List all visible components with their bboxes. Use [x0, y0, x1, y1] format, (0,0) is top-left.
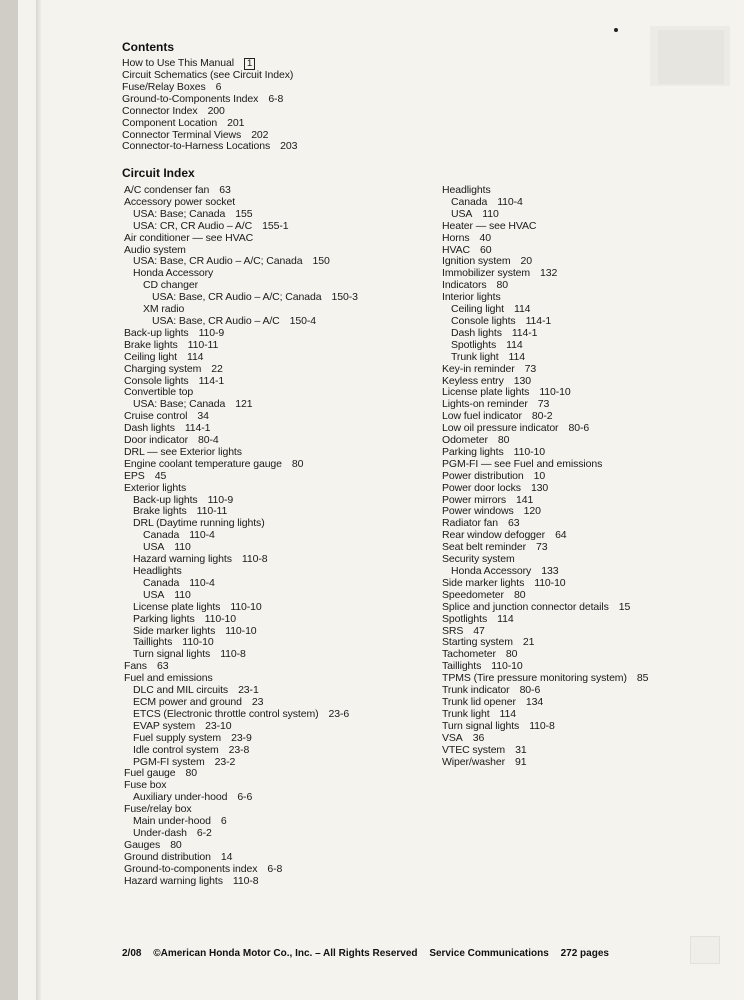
footer-page-count: 272 pages	[560, 948, 609, 959]
entry-label: Door indicator	[124, 434, 188, 447]
entry-label: PGM-FI — see Fuel and emissions	[442, 457, 603, 470]
entry-page-number: 80	[496, 279, 509, 292]
footer-date: 2/08	[122, 948, 142, 959]
entry-label: Fuse box	[124, 779, 167, 792]
entry-label: Fans	[124, 660, 147, 673]
entry-page-number: 73	[524, 362, 537, 375]
entry-label: Fuse/Relay Boxes	[122, 80, 206, 93]
entry-page-number: 155-1	[262, 219, 289, 232]
entry-label: Brake lights	[133, 505, 187, 518]
entry-page-number: 110-10	[539, 386, 571, 399]
entry-label: Air conditioner — see HVAC	[124, 231, 254, 244]
entry-page-number: 121	[235, 398, 253, 411]
entry-page-number: 15	[618, 600, 631, 613]
entry-page-number: 200	[207, 104, 225, 117]
entry-page-number: 110-10	[534, 576, 566, 589]
entry-label: Connector Terminal Views	[122, 128, 242, 141]
entry-label: Fuse/relay box	[124, 803, 192, 816]
entry-label: ECM power and ground	[133, 695, 242, 708]
entry-page-number: 23	[251, 695, 264, 708]
entry-label: Trunk light	[442, 707, 490, 720]
entry-label: Component Location	[122, 116, 218, 129]
entry-label: Ground distribution	[124, 850, 211, 863]
entry-label: Odometer	[442, 434, 488, 447]
entry-page-number: 36	[472, 731, 485, 744]
entry-label: Gauges	[124, 838, 161, 851]
entry-label: Ceiling light	[451, 303, 504, 316]
entry-page-number: 110	[174, 541, 191, 554]
entry-label: Low oil pressure indicator	[442, 422, 559, 435]
entry-label: Side marker lights	[133, 624, 216, 637]
entry-page-number: 22	[211, 362, 223, 375]
entry-page-number: 110-10	[182, 636, 214, 649]
entry-label: DRL — see Exterior lights	[124, 445, 242, 458]
entry-label: Ignition system	[442, 255, 511, 268]
entry-label: Spotlights	[442, 612, 488, 625]
entry-page-number: 155	[235, 207, 253, 220]
entry-label: Hazard warning lights	[124, 874, 223, 887]
index-entry	[124, 459, 358, 471]
entry-label: TPMS (Tire pressure monitoring system)	[442, 672, 627, 685]
page-footer	[122, 948, 618, 959]
entry-label: USA: Base, CR Audio – A/C	[152, 314, 280, 327]
entry-label: Low fuel indicator	[442, 410, 522, 423]
entry-label: Ground-to-Components Index	[122, 92, 259, 105]
entry-label: Power windows	[442, 505, 514, 518]
entry-label: Connector Index	[122, 104, 198, 117]
entry-page-number: 141	[516, 493, 534, 506]
entry-label: Back-up lights	[124, 326, 189, 339]
entry-label: Spotlights	[451, 338, 497, 351]
entry-page-number: 110-8	[241, 553, 268, 566]
entry-page-number: 80	[185, 767, 198, 780]
circuit-index-left-column	[124, 185, 358, 887]
entry-page-number: 150-4	[289, 314, 317, 327]
entry-label: Console lights	[451, 314, 516, 327]
entry-page-number: 114	[497, 612, 514, 625]
index-entry	[124, 876, 358, 888]
circuit-index-heading: Circuit Index	[122, 166, 195, 180]
entry-page-number: 114-1	[198, 374, 225, 387]
entry-label: Honda Accessory	[133, 267, 214, 280]
index-entry	[442, 197, 648, 209]
entry-label: USA	[451, 207, 473, 220]
entry-label: Cruise control	[124, 410, 188, 423]
entry-page-number: 110	[174, 588, 191, 601]
entry-page-number: 110-10	[230, 600, 262, 613]
entry-label: Radiator fan	[442, 517, 499, 530]
entry-label: Turn signal lights	[133, 648, 211, 661]
entry-page-number: 110-11	[187, 338, 219, 351]
entry-label: Audio system	[124, 243, 186, 256]
entry-page-number: 63	[508, 517, 520, 530]
entry-label: SRS	[442, 624, 464, 637]
entry-label: Wiper/washer	[442, 755, 505, 768]
binding-shadow	[36, 0, 42, 1000]
entry-label: Parking lights	[133, 612, 195, 625]
entry-page-number: 6-6	[237, 791, 253, 804]
entry-label: Canada	[143, 576, 180, 589]
entry-label: Seat belt reminder	[442, 541, 526, 554]
entry-label: Canada	[143, 529, 180, 542]
entry-page-number: 21	[522, 636, 535, 649]
entry-label: Circuit Schematics (see Circuit Index)	[122, 69, 294, 81]
entry-label: Convertible top	[124, 386, 194, 399]
entry-label: License plate lights	[442, 386, 530, 399]
entry-label: USA: Base, CR Audio – A/C; Canada	[152, 291, 322, 304]
entry-page-number: 132	[540, 267, 558, 280]
entry-page-number: 23-10	[205, 719, 232, 732]
entry-page-number: 133	[541, 565, 559, 577]
entry-label: Engine coolant temperature gauge	[124, 457, 282, 470]
entry-label: Connector-to-Harness Locations	[122, 140, 271, 153]
entry-label: Horns	[442, 231, 470, 244]
entry-label: Taillights	[442, 660, 482, 673]
entry-page-number: 45	[154, 469, 167, 482]
entry-label: Ceiling light	[124, 350, 177, 363]
entry-label: Fuel gauge	[124, 767, 176, 780]
entry-label: Main under-hood	[133, 815, 211, 828]
entry-label: Power door locks	[442, 481, 521, 494]
entry-page-number: 114	[508, 350, 525, 363]
entry-page-number: 130	[513, 374, 531, 387]
entry-page-number: 20	[520, 255, 533, 268]
entry-page-number: 23-8	[228, 743, 250, 756]
entry-page-number: 63	[156, 660, 169, 673]
entry-page-number: 110	[482, 207, 499, 220]
index-entry	[442, 757, 648, 769]
entry-page-number: 80-6	[568, 422, 590, 435]
entry-label: Rear window defogger	[442, 529, 546, 542]
entry-label: USA: Base; Canada	[133, 398, 226, 411]
entry-page-number: 23-9	[231, 731, 252, 744]
entry-label: Back-up lights	[133, 493, 198, 506]
entry-label: Splice and junction connector details	[442, 600, 609, 613]
entry-label: Starting system	[442, 636, 513, 649]
entry-page-number: 47	[473, 624, 485, 637]
entry-page-number: 31	[515, 743, 527, 756]
entry-label: DRL (Daytime running lights)	[133, 517, 265, 530]
entry-label: Fuel supply system	[133, 731, 222, 744]
entry-page-number: 150-3	[331, 291, 358, 304]
entry-page-number: 60	[480, 243, 492, 256]
entry-page-number: 34	[197, 410, 209, 423]
entry-label: Lights-on reminder	[442, 398, 528, 411]
entry-page-number: 80	[513, 588, 526, 601]
entry-page-number: 110-10	[491, 660, 523, 673]
entry-page-number: 110-4	[497, 195, 523, 208]
entry-page-number: 63	[219, 184, 231, 196]
entry-label: Ground-to-components index	[124, 862, 258, 875]
entry-label: ETCS (Electronic throttle control system)	[133, 707, 319, 720]
entry-page-number: 110-10	[513, 445, 545, 458]
entry-label: USA: CR, CR Audio – A/C	[133, 219, 253, 232]
index-entry	[442, 721, 648, 733]
entry-label: HVAC	[442, 243, 470, 256]
entry-page-number: 110-8	[232, 874, 259, 887]
entry-page-number: 134	[525, 695, 544, 708]
entry-page-number: 114-1	[184, 422, 211, 435]
entry-label: USA	[143, 541, 165, 554]
entry-label: Charging system	[124, 362, 202, 375]
footer-copyright: ©American Honda Motor Co., Inc. – All Rights Reserved	[153, 948, 418, 959]
entry-page-number: 73	[537, 398, 550, 411]
entry-label: Accessory power socket	[124, 195, 236, 208]
entry-page-number: 80	[497, 434, 510, 447]
entry-label: EVAP system	[133, 719, 196, 732]
entry-label: License plate lights	[133, 600, 221, 613]
entry-label: Honda Accessory	[451, 565, 532, 577]
entry-page-number: 110-8	[220, 648, 246, 661]
entry-label: Heater — see HVAC	[442, 219, 537, 232]
entry-label: Console lights	[124, 374, 189, 387]
entry-page-number: 114	[513, 303, 531, 316]
entry-page-number: 150	[312, 255, 330, 268]
entry-label: Speedometer	[442, 588, 504, 601]
entry-label: Fuel and emissions	[124, 672, 213, 685]
entry-label: Dash lights	[451, 326, 502, 339]
entry-page-number: 110-8	[529, 719, 555, 732]
entry-label: Brake lights	[124, 338, 178, 351]
entry-label: Keyless entry	[442, 374, 504, 387]
entry-label: Indicators	[442, 279, 487, 292]
entry-page-number: 14	[220, 850, 233, 863]
entry-page-number: 114-1	[525, 314, 552, 327]
entry-page-number: 6	[220, 815, 227, 828]
entry-label: Security system	[442, 553, 515, 566]
bleed-through-box	[690, 936, 720, 964]
entry-page-number: 201	[227, 116, 245, 129]
circuit-index-right-column	[442, 185, 648, 768]
bleed-through-icon	[658, 30, 724, 84]
entry-label: USA	[143, 588, 165, 601]
entry-page-number: 203	[280, 140, 298, 153]
entry-page-number: 1	[244, 58, 255, 70]
entry-label: XM radio	[143, 303, 185, 316]
entry-page-number: 6-8	[267, 862, 283, 875]
entry-page-number: 120	[523, 505, 541, 518]
entry-label: CD changer	[143, 279, 199, 292]
contents-heading: Contents	[122, 40, 174, 54]
entry-label: Power distribution	[442, 469, 524, 482]
index-entry	[122, 141, 297, 153]
entry-page-number: 114	[499, 707, 516, 720]
entry-label: Power mirrors	[442, 493, 507, 506]
contents-list	[122, 58, 297, 153]
entry-label: PGM-FI system	[133, 755, 205, 768]
entry-page-number: 130	[530, 481, 549, 494]
entry-label: Auxiliary under-hood	[133, 791, 228, 804]
entry-label: DLC and MIL circuits	[133, 684, 229, 697]
entry-page-number: 110-4	[189, 529, 215, 542]
ink-dot	[614, 28, 618, 32]
entry-page-number: 80-6	[519, 684, 541, 697]
entry-label: Immobilizer system	[442, 267, 531, 280]
entry-page-number: 23-2	[214, 755, 236, 768]
entry-page-number: 6-8	[268, 92, 284, 105]
entry-label: VTEC system	[442, 743, 506, 756]
entry-page-number: 202	[251, 128, 269, 141]
entry-label: Trunk indicator	[442, 684, 510, 697]
entry-label: Trunk light	[451, 350, 499, 363]
entry-label: USA: Base; Canada	[133, 207, 226, 220]
entry-label: Hazard warning lights	[133, 553, 232, 566]
entry-label: Idle control system	[133, 743, 219, 756]
entry-label: Tachometer	[442, 648, 496, 661]
entry-label: Canada	[451, 195, 488, 208]
entry-label: Headlights	[442, 184, 491, 196]
entry-label: Parking lights	[442, 445, 504, 458]
index-entry	[442, 221, 648, 233]
entry-page-number: 114	[506, 338, 523, 351]
entry-page-number: 114	[186, 350, 204, 363]
entry-page-number: 6-2	[196, 826, 212, 839]
entry-page-number: 110-10	[204, 612, 236, 625]
entry-page-number: 23-6	[328, 707, 350, 720]
entry-label: Key-in reminder	[442, 362, 515, 375]
entry-page-number: 80	[505, 648, 518, 661]
entry-page-number: 85	[636, 672, 649, 685]
index-entry	[442, 233, 648, 245]
entry-page-number: 110-9	[198, 326, 225, 339]
entry-label: Turn signal lights	[442, 719, 520, 732]
entry-page-number: 110-10	[225, 624, 257, 637]
entry-label: Trunk lid opener	[442, 695, 516, 708]
entry-page-number: 80	[170, 838, 182, 851]
entry-page-number: 6	[215, 80, 222, 93]
entry-label: A/C condenser fan	[124, 184, 210, 196]
entry-page-number: 40	[479, 231, 491, 244]
entry-label: Dash lights	[124, 422, 175, 435]
entry-label: Taillights	[133, 636, 173, 649]
entry-page-number: 114-1	[511, 326, 538, 339]
entry-page-number: 80-2	[531, 410, 553, 423]
entry-label: Under-dash	[133, 826, 187, 839]
entry-page-number: 73	[536, 541, 548, 554]
footer-publisher: Service Communications	[429, 948, 549, 959]
entry-label: EPS	[124, 469, 145, 482]
index-entry	[442, 614, 648, 626]
entry-label: USA: Base, CR Audio – A/C; Canada	[133, 255, 303, 268]
entry-page-number: 80	[291, 457, 304, 470]
entry-page-number: 110-4	[189, 576, 215, 589]
entry-page-number: 91	[515, 755, 527, 768]
entry-page-number: 110-11	[196, 505, 228, 518]
entry-page-number: 80-4	[197, 434, 219, 447]
entry-page-number: 110-9	[207, 493, 234, 506]
entry-label: Exterior lights	[124, 481, 187, 494]
entry-label: Headlights	[133, 565, 182, 577]
entry-label: Side marker lights	[442, 576, 525, 589]
entry-label: How to Use This Manual	[122, 57, 234, 69]
entry-page-number: 23-1	[238, 684, 259, 697]
entry-page-number: 64	[555, 529, 567, 542]
entry-label: VSA	[442, 731, 463, 744]
entry-label: Interior lights	[442, 291, 501, 304]
entry-page-number: 10	[533, 469, 546, 482]
